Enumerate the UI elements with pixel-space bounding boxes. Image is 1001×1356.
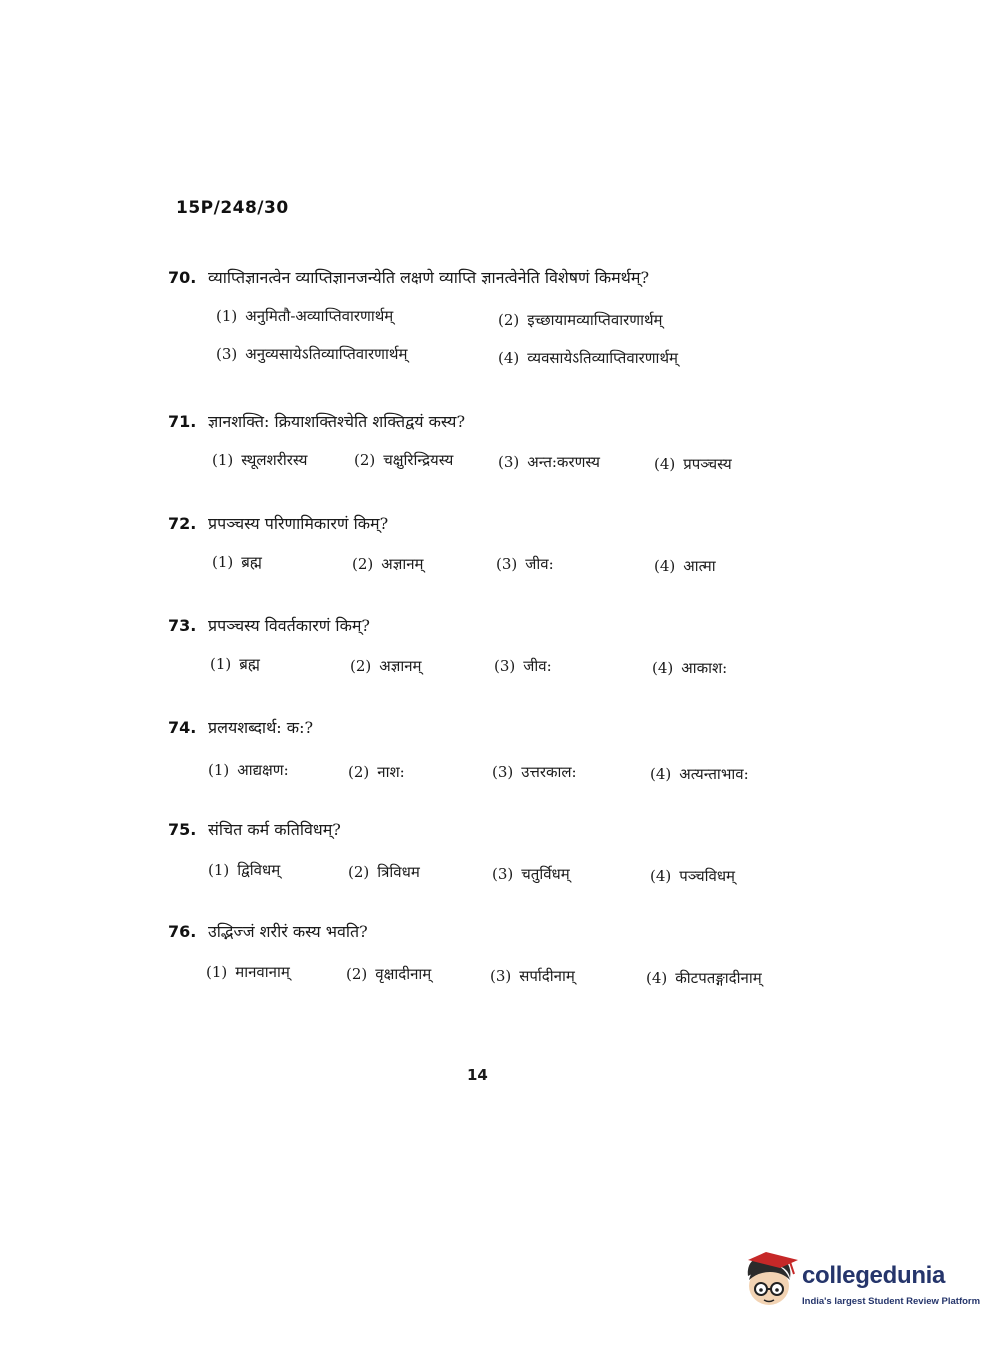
option-2: (2) त्रिविधम: [348, 863, 420, 881]
question-text: प्रपञ्चस्य विवर्तकारणं किम्?: [208, 616, 370, 635]
question-number: 76.: [168, 922, 197, 941]
brand-name: collegedunia: [802, 1262, 946, 1289]
options: [168, 548, 808, 582]
question-text: व्याप्तिज्ञानत्वेन व्याप्तिज्ञानजन्येति लक्षणे व्याप्ति ज्ञानत्वेनेति विशेषणं किमर्थम्?: [208, 268, 650, 287]
options: [168, 956, 808, 990]
mascot-icon: [740, 1250, 800, 1314]
question-text: ज्ञानशक्ति: क्रियाशक्तिश्चेति शक्तिद्वयं कस्य?: [208, 412, 466, 431]
option-4: (4) प्रपञ्चस्य: [654, 455, 732, 473]
option-3: (3) चतुर्विधम्: [492, 865, 570, 883]
options: [168, 752, 808, 786]
question-70: [168, 266, 808, 378]
question-72: [168, 512, 808, 582]
question-number: 74.: [168, 718, 197, 737]
option-4: (4) व्यवसायेऽतिव्याप्तिवारणार्थम्: [498, 349, 679, 367]
option-3: (3) जीव:: [494, 657, 552, 675]
question-76: [168, 920, 808, 990]
question-text: प्रपञ्चस्य परिणामिकारणं किम्?: [208, 514, 389, 533]
page-number: 14: [467, 1066, 488, 1084]
option-4: (4) पञ्चविधम्: [650, 867, 736, 885]
option-1: (1) मानवानाम्: [206, 963, 290, 981]
option-3: (3) सर्पादीनाम्: [490, 967, 575, 985]
question-text: प्रलयशब्दार्थ: क:?: [208, 718, 314, 737]
option-2: (2) चक्षुरिन्द्रियस्य: [354, 451, 454, 469]
question-number: 71.: [168, 412, 197, 431]
option-1: (1) स्थूलशरीरस्य: [212, 451, 308, 469]
question-74: [168, 716, 808, 786]
paper-code: 15P/248/30: [176, 198, 289, 218]
question-75: [168, 818, 808, 888]
brand-tagline: India's largest Student Review Platform: [802, 1296, 981, 1307]
question-71: [168, 410, 808, 480]
question-number: 73.: [168, 616, 197, 635]
option-3: (3) उत्तरकाल:: [492, 763, 577, 781]
option-2: (2) नाश:: [348, 763, 405, 781]
options: [168, 302, 808, 378]
question-number: 72.: [168, 514, 197, 533]
option-1: (1) ब्रह्म: [210, 655, 260, 673]
question-number: 75.: [168, 820, 197, 839]
option-2: (2) इच्छायामव्याप्तिवारणार्थम्: [498, 311, 663, 329]
question-text: संचित कर्म कतिविधम्?: [208, 820, 341, 839]
option-4: (4) अत्यन्ताभाव:: [650, 765, 749, 783]
options: [168, 854, 808, 888]
option-4: (4) आत्मा: [654, 557, 716, 575]
question-text: उद्भिज्जं शरीरं कस्य भवति?: [208, 922, 368, 941]
option-2: (2) अज्ञानम्: [352, 555, 424, 573]
collegedunia-watermark: [740, 1250, 981, 1320]
option-3: (3) जीव:: [496, 555, 554, 573]
option-1: (1) द्विविधम्: [208, 861, 281, 879]
options: [168, 650, 808, 684]
option-1: (1) अनुमितौ-अव्याप्तिवारणार्थम्: [216, 307, 394, 325]
question-73: [168, 614, 808, 684]
option-1: (1) आद्यक्षण:: [208, 761, 289, 779]
options: [168, 446, 808, 480]
option-1: (1) ब्रह्म: [212, 553, 262, 571]
option-4: (4) आकाश:: [652, 659, 728, 677]
option-2: (2) वृक्षादीनाम्: [346, 965, 432, 983]
option-2: (2) अज्ञानम्: [350, 657, 422, 675]
option-3: (3) अन्त:करणस्य: [498, 453, 600, 471]
question-number: 70.: [168, 268, 197, 287]
option-3: (3) अनुव्यसायेऽतिव्याप्तिवारणार्थम्: [216, 345, 408, 363]
option-4: (4) कीटपतङ्गादीनाम्: [646, 969, 762, 987]
